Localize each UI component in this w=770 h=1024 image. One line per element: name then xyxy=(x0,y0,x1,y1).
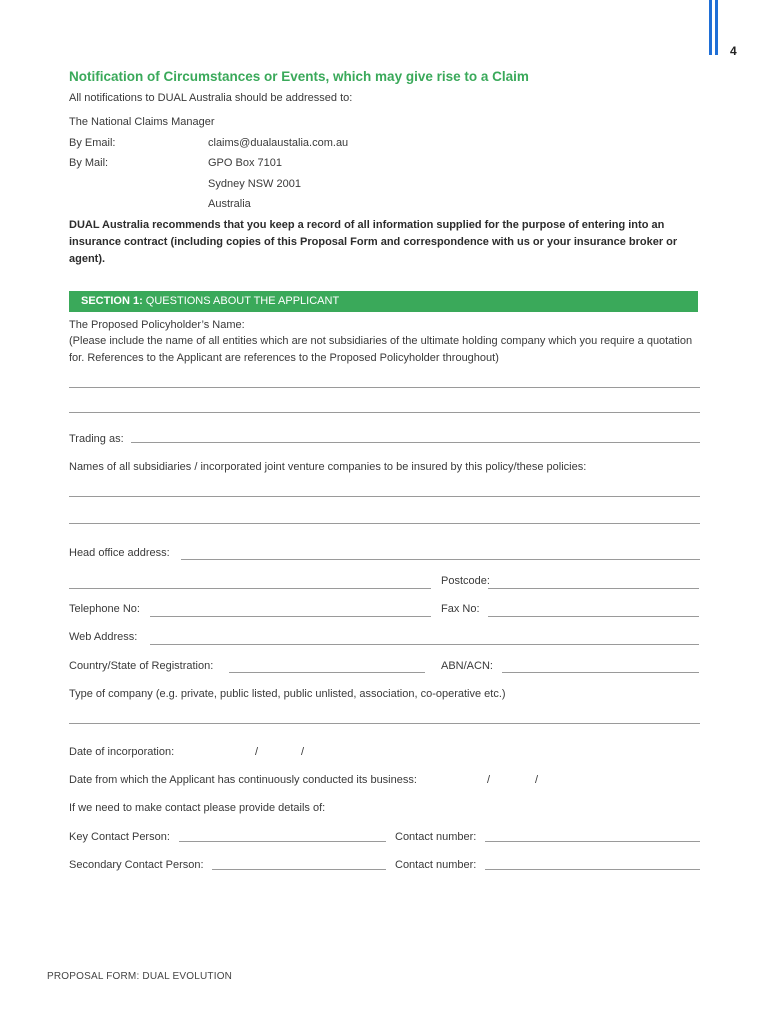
country-field[interactable] xyxy=(229,672,425,673)
head-office-field[interactable] xyxy=(181,559,700,560)
head-office-label: Head office address: xyxy=(69,547,170,559)
web-address-label: Web Address: xyxy=(69,631,138,643)
header-accent-bar xyxy=(709,0,712,55)
secondary-contact-field[interactable] xyxy=(212,869,386,870)
abn-field[interactable] xyxy=(502,672,699,673)
company-type-label: Type of company (e.g. private, public listed, public unlisted, association, co-operative etc.) xyxy=(69,688,506,700)
continuous-business-label: Date from which the Applicant has continuously conducted its business: xyxy=(69,774,417,786)
claims-email: claims@dualaustalia.com.au xyxy=(208,137,349,149)
key-contact-number-field[interactable] xyxy=(485,841,700,842)
section-title: QUESTIONS ABOUT THE APPLICANT xyxy=(145,295,340,307)
date-separator: / xyxy=(487,774,491,786)
policyholder-name-field[interactable] xyxy=(69,387,700,388)
secondary-contact-label: Secondary Contact Person: xyxy=(69,859,204,871)
telephone-field[interactable] xyxy=(150,616,431,617)
record-recommendation: DUAL Australia recommends that you keep a record of all information supplied for the purpose of entering into an insurance contract (including copies of this Proposal Form and correspondence with us or your insurance broker or agent). xyxy=(69,219,678,265)
trading-as-field[interactable] xyxy=(131,442,700,443)
company-type-field[interactable] xyxy=(69,723,700,724)
contact-intro: If we need to make contact please provide details of: xyxy=(69,802,326,814)
postcode-field[interactable] xyxy=(488,588,699,589)
key-contact-number-label: Contact number: xyxy=(395,831,477,843)
telephone-label: Telephone No: xyxy=(69,603,140,615)
incorporation-date-label: Date of incorporation: xyxy=(69,746,175,758)
by-email-label: By Email: xyxy=(69,137,116,149)
mail-line-3: Australia xyxy=(208,198,251,210)
subsidiaries-field[interactable] xyxy=(69,496,700,497)
fax-field[interactable] xyxy=(488,616,699,617)
date-separator: / xyxy=(255,746,259,758)
policyholder-label: The Proposed Policyholder’s Name: xyxy=(69,319,245,331)
header-accent-bar xyxy=(715,0,718,55)
page-number: 4 xyxy=(730,44,737,58)
trading-as-label: Trading as: xyxy=(69,433,124,445)
abn-label: ABN/ACN: xyxy=(441,660,493,672)
secondary-contact-number-field[interactable] xyxy=(485,869,700,870)
date-separator: / xyxy=(301,746,305,758)
mail-line-1: GPO Box 7101 xyxy=(208,157,282,169)
section-1-header xyxy=(69,291,698,312)
addressee: The National Claims Manager xyxy=(69,116,215,128)
by-mail-label: By Mail: xyxy=(69,157,109,169)
country-label: Country/State of Registration: xyxy=(69,660,214,672)
page-footer: PROPOSAL FORM: DUAL EVOLUTION xyxy=(47,971,233,982)
key-contact-label: Key Contact Person: xyxy=(69,831,170,843)
section-number: SECTION 1: xyxy=(81,295,143,307)
subsidiaries-field[interactable] xyxy=(69,523,700,524)
policyholder-name-field[interactable] xyxy=(69,412,700,413)
notification-intro: All notifications to DUAL Australia should be addressed to: xyxy=(69,92,353,104)
mail-line-2: Sydney NSW 2001 xyxy=(208,178,301,190)
policyholder-note: (Please include the name of all entities which are not subsidiaries of the ultimate holding company which you require a quotation for. References to the Applicant are references to the Proposed Policyholder throughout) xyxy=(69,335,693,364)
fax-label: Fax No: xyxy=(441,603,480,615)
date-separator: / xyxy=(535,774,539,786)
notification-title: Notification of Circumstances or Events, which may give rise to a Claim xyxy=(69,69,529,84)
postcode-label: Postcode: xyxy=(441,575,490,587)
web-address-field[interactable] xyxy=(150,644,699,645)
head-office-field-2[interactable] xyxy=(69,588,431,589)
secondary-contact-number-label: Contact number: xyxy=(395,859,477,871)
key-contact-field[interactable] xyxy=(179,841,386,842)
subsidiaries-label: Names of all subsidiaries / incorporated joint venture companies to be insured by this policy/these policies: xyxy=(69,461,587,473)
